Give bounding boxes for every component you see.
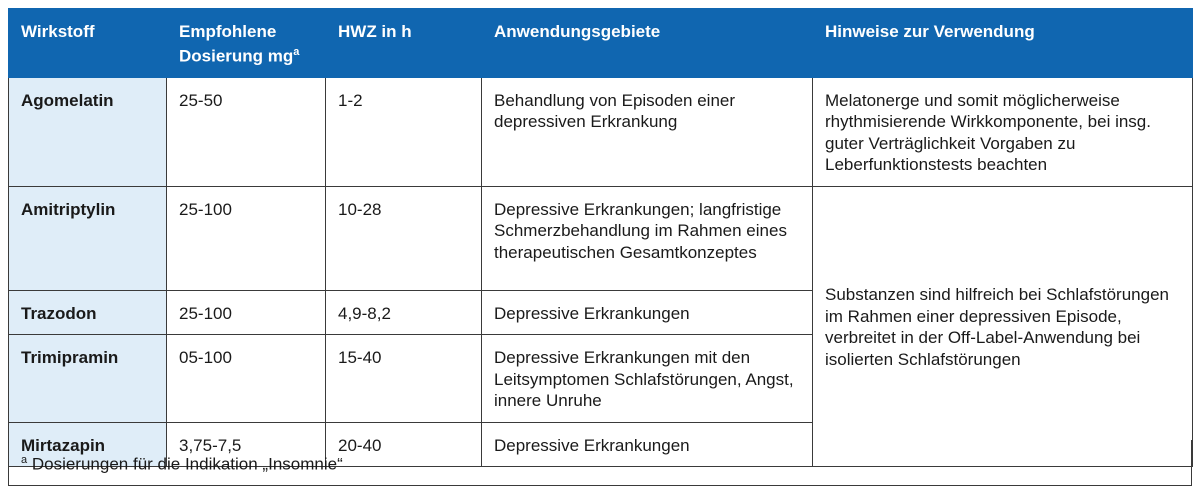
header-dosierung-footnote-marker: a	[293, 46, 300, 58]
cell-anwendung: Depressive Erkrankungen mit den Leitsymptomen Schlafstörungen, Angst, innere Unruhe	[482, 335, 813, 423]
cell-dosierung: 25-50	[167, 77, 326, 186]
cell-anwendung: Behandlung von Episoden einer depressiven Erkrankung	[482, 77, 813, 186]
header-anwendung: Anwendungsgebiete	[482, 9, 813, 78]
cell-dosierung: 25-100	[167, 290, 326, 335]
drug-table-container	[8, 8, 1192, 467]
cell-anwendung: Depressive Erkrankungen; langfristige Schmerzbehandlung im Rahmen eines therapeutischen Gesamtkonzeptes	[482, 186, 813, 290]
header-dosierung-line1: Empfohlene	[179, 22, 277, 41]
header-hwz: HWZ in h	[326, 9, 482, 78]
footnote-text: Dosierungen für die Indikation „Insomnie“	[27, 454, 343, 474]
header-dosierung-line2: Dosierung mg	[179, 46, 294, 66]
cell-wirkstoff: Trimipramin	[9, 335, 167, 423]
cell-dosierung: 25-100	[167, 186, 326, 290]
table-row	[9, 186, 1193, 290]
cell-hwz: 15-40	[326, 335, 482, 423]
table-footnote	[8, 440, 1192, 486]
header-hinweise: Hinweise zur Verwendung	[813, 9, 1193, 78]
cell-dosierung: 3,75-7,5	[167, 422, 326, 467]
cell-wirkstoff: Mirtazapin	[9, 422, 167, 467]
header-dosierung	[167, 9, 326, 78]
cell-wirkstoff: Trazodon	[9, 290, 167, 335]
cell-hwz: 10-28	[326, 186, 482, 290]
cell-hinweise: Melatonerge und somit möglicherweise rhythmisierende Wirkkomponente, bei insg. guter Verträglichkeit Vorgaben zu Leberfunktionstests beachten	[813, 77, 1193, 186]
cell-hinweise-merged: Substanzen sind hilfreich bei Schlafstörungen im Rahmen einer depressiven Episode, verbreitet in der Off-Label-Anwendung bei isolierten Schlafstörungen	[813, 186, 1193, 467]
footnote-marker: a	[21, 454, 28, 466]
cell-anwendung: Depressive Erkrankungen	[482, 422, 813, 467]
cell-wirkstoff: Agomelatin	[9, 77, 167, 186]
header-row	[9, 9, 1193, 78]
table-row	[9, 77, 1193, 186]
cell-dosierung: 05-100	[167, 335, 326, 423]
cell-hwz: 1-2	[326, 77, 482, 186]
cell-wirkstoff: Amitriptylin	[9, 186, 167, 290]
cell-hwz: 4,9-8,2	[326, 290, 482, 335]
cell-anwendung: Depressive Erkrankungen	[482, 290, 813, 335]
cell-hwz: 20-40	[326, 422, 482, 467]
drug-table	[8, 8, 1193, 467]
header-wirkstoff: Wirkstoff	[9, 9, 167, 78]
